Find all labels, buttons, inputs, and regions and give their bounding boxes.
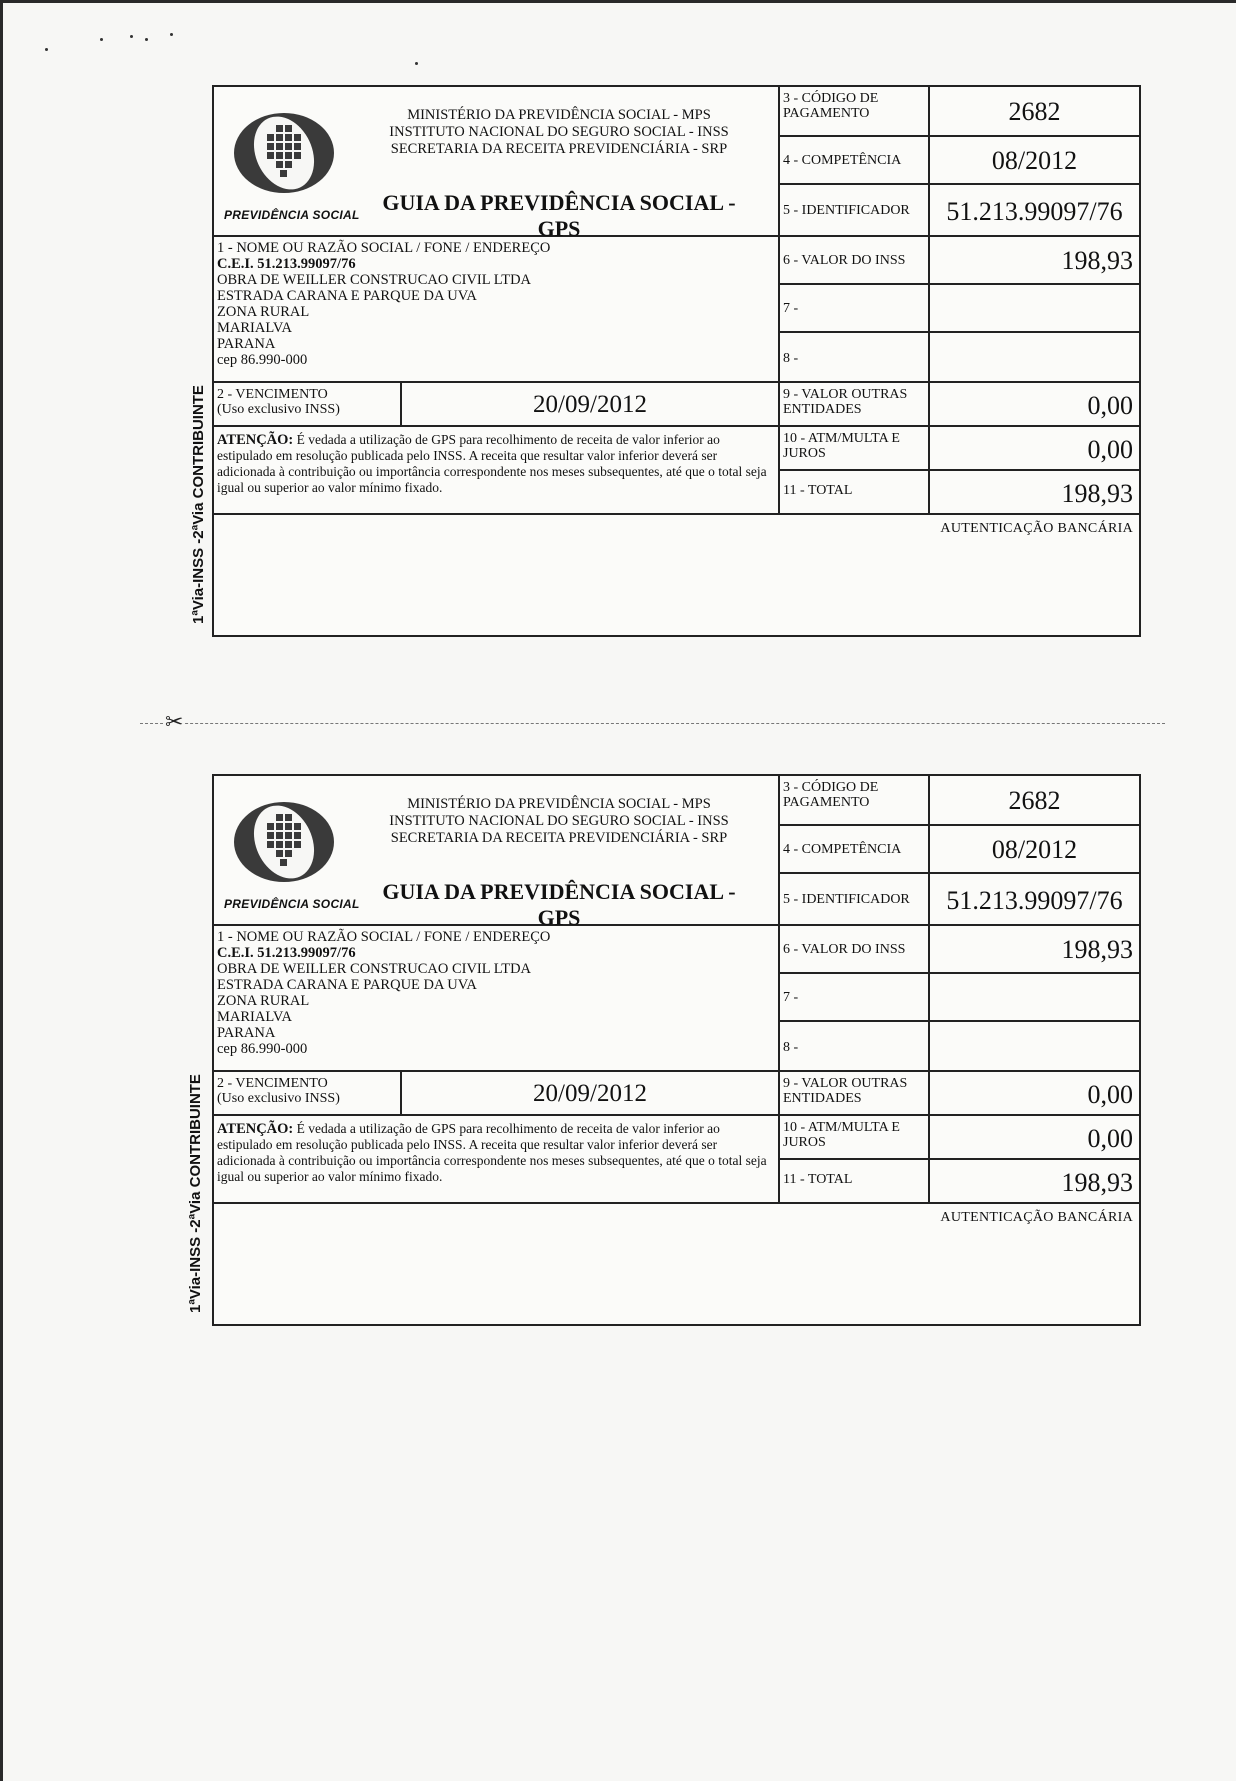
- scan-speck: [170, 33, 173, 36]
- taxpayer-block: [213, 236, 779, 382]
- field-4-value: 08/2012: [991, 835, 1078, 864]
- field-6-label: 6 - VALOR DO INSS: [783, 942, 906, 957]
- field-10-label-cell: [779, 426, 929, 470]
- gps-form-second-copy: [212, 774, 1141, 1326]
- logo: [224, 103, 374, 243]
- scan-speck: [130, 35, 133, 38]
- institute-line: INSTITUTO NACIONAL DO SEGURO SOCIAL - INSS: [389, 124, 729, 140]
- field-3-label: 3 - CÓDIGO DE PAGAMENTO: [783, 780, 879, 810]
- ministry-line: MINISTÉRIO DA PREVIDÊNCIA SOCIAL - MPS: [407, 107, 711, 123]
- scan-speck: [45, 48, 48, 51]
- field-11-value: 198,93: [1061, 479, 1133, 508]
- field-7-label-cell: [779, 284, 929, 332]
- taxpayer-address: ESTRADA CARANA E PARQUE DA UVA: [217, 288, 477, 304]
- taxpayer-label: 1 - NOME OU RAZÃO SOCIAL / FONE / ENDEREÇO: [217, 240, 551, 256]
- taxpayer-name: OBRA DE WEILLER CONSTRUCAO CIVIL LTDA: [217, 961, 532, 977]
- field-8-label: 8 -: [783, 351, 799, 366]
- field-4-value-cell: [929, 825, 1140, 873]
- field-3-value-cell: [929, 86, 1140, 136]
- field-5-value-cell: [929, 184, 1140, 236]
- field-3-label-cell: [779, 86, 929, 136]
- field-11-value-cell: [929, 470, 1140, 514]
- field-5-value-cell: [929, 873, 1140, 925]
- field-11-label: 11 - TOTAL: [783, 1172, 853, 1187]
- field-4-label-cell: [779, 136, 929, 184]
- taxpayer-cei: C.E.I. 51.213.99097/76: [217, 945, 356, 961]
- due-label-line2: (Uso exclusivo INSS): [217, 402, 340, 417]
- field-6-label-cell: [779, 236, 929, 284]
- field-3-value: 2682: [1008, 97, 1061, 126]
- field-4-value: 08/2012: [991, 146, 1078, 175]
- due-label-line2: (Uso exclusivo INSS): [217, 1091, 340, 1106]
- scan-speck: [145, 38, 148, 41]
- field-11-value-cell: [929, 1159, 1140, 1203]
- attention-text: É vedada a utilização de GPS para recolhimento de receita de valor inferior ao estipulado em resolução publicada pelo INSS. A receita que resultar valor inferior deverá ser adicionada à contribuição ou importância correspondente nos meses subsequentes, até que o total seja igual ou superior ao valor mínimo fixado.: [217, 432, 767, 495]
- taxpayer-address: ESTRADA CARANA E PARQUE DA UVA: [217, 977, 477, 993]
- field-4-label: 4 - COMPETÊNCIA: [783, 842, 902, 857]
- logo-brand-text: PREVIDÊNCIA SOCIAL: [224, 897, 360, 911]
- secretariat-line: SECRETARIA DA RECEITA PREVIDENCIÁRIA - SRP: [390, 830, 728, 846]
- field-8-value-cell: [929, 1021, 1140, 1071]
- due-label-line1: 2 - VENCIMENTO: [217, 387, 328, 402]
- field-3-label-cell: [779, 775, 929, 825]
- field-11-label-cell: [779, 1159, 929, 1203]
- via-side-label: 1ªVia-INSS -2ªVia CONTRIBUINTE: [190, 385, 207, 624]
- via-side-label: 1ªVia-INSS -2ªVia CONTRIBUINTE: [187, 1074, 204, 1313]
- due-value-cell: [401, 1071, 779, 1115]
- field-7-label: 7 -: [783, 990, 799, 1005]
- authentication-label: AUTENTICAÇÃO BANCÁRIA: [940, 1210, 1133, 1225]
- gps-form-first-copy: [212, 85, 1141, 637]
- field-6-value-cell: [929, 236, 1140, 284]
- previdencia-logo-icon: [224, 792, 344, 892]
- scan-speck: [415, 62, 418, 65]
- header-block: [213, 86, 779, 241]
- due-label-cell: [213, 382, 401, 426]
- due-value: 20/09/2012: [533, 1080, 647, 1107]
- field-7-label-cell: [779, 973, 929, 1021]
- taxpayer-zone: ZONA RURAL: [217, 993, 310, 1009]
- field-8-label-cell: [779, 332, 929, 382]
- taxpayer-cep: cep 86.990-000: [217, 352, 308, 368]
- field-10-label-cell: [779, 1115, 929, 1159]
- field-5-value: 51.213.99097/76: [946, 197, 1123, 226]
- taxpayer-city: MARIALVA: [217, 1009, 292, 1025]
- form-title: GUIA DA PREVIDÊNCIA SOCIAL - GPS: [382, 190, 736, 241]
- logo-brand-text: PREVIDÊNCIA SOCIAL: [224, 208, 360, 222]
- field-11-value: 198,93: [1061, 1168, 1133, 1197]
- due-value-cell: [401, 382, 779, 426]
- field-5-label: 5 - IDENTIFICADOR: [783, 203, 910, 218]
- previdencia-logo-icon: [224, 103, 344, 203]
- field-9-value-cell: [929, 382, 1140, 426]
- field-6-label: 6 - VALOR DO INSS: [783, 253, 906, 268]
- due-label-line1: 2 - VENCIMENTO: [217, 1076, 328, 1091]
- attention-block: [213, 426, 779, 514]
- due-label-cell: [213, 1071, 401, 1115]
- field-3-label: 3 - CÓDIGO DE PAGAMENTO: [783, 91, 879, 121]
- taxpayer-block: [213, 925, 779, 1071]
- taxpayer-state: PARANA: [217, 336, 276, 352]
- field-10-label: 10 - ATM/MULTA E JUROS: [783, 431, 900, 461]
- attention-block: [213, 1115, 779, 1203]
- authentication-label: AUTENTICAÇÃO BANCÁRIA: [940, 521, 1133, 536]
- field-11-label: 11 - TOTAL: [783, 483, 853, 498]
- field-9-label-cell: [779, 382, 929, 426]
- header-block: [213, 775, 779, 930]
- field-9-value: 0,00: [1087, 1080, 1133, 1109]
- field-5-label-cell: [779, 873, 929, 925]
- authentication-block: [213, 1203, 1140, 1325]
- field-4-label-cell: [779, 825, 929, 873]
- taxpayer-zone: ZONA RURAL: [217, 304, 310, 320]
- field-10-value-cell: [929, 1115, 1140, 1159]
- authentication-block: [213, 514, 1140, 636]
- field-8-label: 8 -: [783, 1040, 799, 1055]
- ministry-header: [379, 107, 739, 158]
- scissors-icon: ✂: [165, 709, 184, 734]
- field-7-value-cell: [929, 973, 1140, 1021]
- field-6-value: 198,93: [1061, 246, 1133, 275]
- attention-title: ATENÇÃO:: [217, 432, 294, 448]
- field-9-label-cell: [779, 1071, 929, 1115]
- taxpayer-state: PARANA: [217, 1025, 276, 1041]
- field-6-value: 198,93: [1061, 935, 1133, 964]
- field-4-label: 4 - COMPETÊNCIA: [783, 153, 902, 168]
- field-10-value: 0,00: [1087, 435, 1133, 464]
- field-9-value-cell: [929, 1071, 1140, 1115]
- field-10-value-cell: [929, 426, 1140, 470]
- attention-title: ATENÇÃO:: [217, 1121, 294, 1137]
- field-5-label-cell: [779, 184, 929, 236]
- field-4-value-cell: [929, 136, 1140, 184]
- field-10-value: 0,00: [1087, 1124, 1133, 1153]
- scan-speck: [100, 38, 103, 41]
- attention-text: É vedada a utilização de GPS para recolhimento de receita de valor inferior ao estipulado em resolução publicada pelo INSS. A receita que resultar valor inferior deverá ser adicionada à contribuição ou importância correspondente nos meses subsequentes, até que o total seja igual ou superior ao valor mínimo fixado.: [217, 1121, 767, 1184]
- taxpayer-city: MARIALVA: [217, 320, 292, 336]
- due-label: [214, 383, 400, 417]
- field-6-value-cell: [929, 925, 1140, 973]
- due-label: [214, 1072, 400, 1106]
- field-7-label: 7 -: [783, 301, 799, 316]
- field-11-label-cell: [779, 470, 929, 514]
- field-8-value-cell: [929, 332, 1140, 382]
- taxpayer-cep: cep 86.990-000: [217, 1041, 308, 1057]
- taxpayer-name: OBRA DE WEILLER CONSTRUCAO CIVIL LTDA: [217, 272, 532, 288]
- ministry-line: MINISTÉRIO DA PREVIDÊNCIA SOCIAL - MPS: [407, 796, 711, 812]
- field-8-label-cell: [779, 1021, 929, 1071]
- field-5-value: 51.213.99097/76: [946, 886, 1123, 915]
- field-9-label: 9 - VALOR OUTRAS ENTIDADES: [783, 387, 908, 417]
- field-6-label-cell: [779, 925, 929, 973]
- cut-line: [140, 723, 1165, 724]
- taxpayer-cei: C.E.I. 51.213.99097/76: [217, 256, 356, 272]
- secretariat-line: SECRETARIA DA RECEITA PREVIDENCIÁRIA - SRP: [390, 141, 728, 157]
- field-5-label: 5 - IDENTIFICADOR: [783, 892, 910, 907]
- field-9-value: 0,00: [1087, 391, 1133, 420]
- field-10-label: 10 - ATM/MULTA E JUROS: [783, 1120, 900, 1150]
- field-3-value-cell: [929, 775, 1140, 825]
- due-value: 20/09/2012: [533, 391, 647, 418]
- ministry-header: [379, 796, 739, 847]
- form-title: GUIA DA PREVIDÊNCIA SOCIAL - GPS: [382, 879, 736, 930]
- taxpayer-label: 1 - NOME OU RAZÃO SOCIAL / FONE / ENDEREÇO: [217, 929, 551, 945]
- field-9-label: 9 - VALOR OUTRAS ENTIDADES: [783, 1076, 908, 1106]
- logo: [224, 792, 374, 932]
- field-3-value: 2682: [1008, 786, 1061, 815]
- institute-line: INSTITUTO NACIONAL DO SEGURO SOCIAL - INSS: [389, 813, 729, 829]
- field-7-value-cell: [929, 284, 1140, 332]
